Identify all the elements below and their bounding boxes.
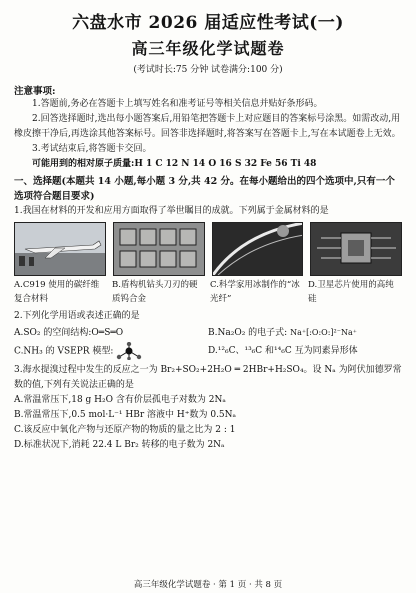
option-2b <box>208 324 402 342</box>
exam-duration-score: (考试时长:75 分钟 试卷满分:100 分) <box>133 65 283 75</box>
na2o2-electron-formula: Na⁺[:O:O:]²⁻Na⁺ <box>290 328 357 337</box>
page-footer: 高三年级化学试题卷 · 第 1 页 · 共 8 页 <box>133 580 283 590</box>
vsepr-model-icon <box>116 342 142 360</box>
chip-photo <box>310 222 402 276</box>
question-1-options <box>14 278 402 306</box>
airplane-photo <box>14 222 106 276</box>
question-1-images <box>14 222 402 276</box>
section-heading: 一、选择题(本题共 14 小题,每小题 3 分,共 42 分。在每小题给出的四个选项中,只有一个选项符合题目要求) <box>14 176 395 202</box>
question-2-row-2 <box>14 342 402 361</box>
atomic-masses: 可能用到的相对原子质量:H 1 C 12 N 14 O 16 S 32 Fe 56 Ti 48 <box>32 159 317 169</box>
notice-item-1: 1.答题前,务必在答题卡上填写姓名和准考证号等相关信息并贴好条形码。 <box>32 99 323 109</box>
question-3-stem: 3.海水提溴过程中发生的反应之一为 Br₂+SO₂+2H₂O ═ 2HBr+H₂SO₄。设 Nₐ 为阿伏加德罗常数的值,下列有关说法正确的是 <box>14 364 402 390</box>
option-1d: D.卫星芯片使用的高纯硅 <box>308 280 394 304</box>
exam-subject-title: 高三年级化学试题卷 <box>131 39 285 58</box>
option-2c-label: C.NH₃ 的 VSEPR 模型: <box>14 346 114 357</box>
option-2b-label: B.Na₂O₂ 的电子式: <box>208 328 288 338</box>
option-1b: B.盾构机钻头刀刃的硬质钨合金 <box>112 280 198 304</box>
exam-title: 六盘水市 2026 届适应性考试(一) <box>72 13 344 33</box>
option-2d: D.¹²₆C、¹³₆C 和¹⁴₆C 互为同素异形体 <box>208 346 358 356</box>
question-2-stem: 2.下列化学用语或表述正确的是 <box>14 311 140 321</box>
option-3a: A.常温常压下,18 g H₂O 含有价层孤电子对数为 2Nₐ <box>14 394 226 405</box>
notice-item-2: 2.回答选择题时,选出每小题答案后,用铅笔把答题卡上对应题目的答案标号涂黑。如需改动,用橡皮擦干净后,再选涂其他答案标号。回答非选择题时,将答案写在答题卡上,写在本试题卷上无效。 <box>14 114 401 139</box>
question-1-stem: 1.我国在材料的开发和应用方面取得了举世瞩目的成就。下列属于金属材料的是 <box>14 206 329 216</box>
notice-item-3: 3.考试结束后,将答题卡交回。 <box>32 144 152 154</box>
option-3b: B.常温常压下,0.5 mol·L⁻¹ HBr 溶液中 H⁺数为 0.5Nₐ <box>14 409 237 420</box>
notice-heading: 注意事项: <box>14 86 56 97</box>
option-3d: D.标准状况下,消耗 22.4 L Br₂ 转移的电子数为 2Nₐ <box>14 439 225 450</box>
option-1c: C.科学家用冰制作的“冰光纤” <box>210 280 300 304</box>
option-1a: A.C919 使用的碳纤维复合材料 <box>14 280 100 304</box>
question-2-row-1 <box>14 324 402 342</box>
drill-bit-photo <box>113 222 205 276</box>
option-3c: C.该反应中氧化产物与还原产物的物质的量之比为 2 : 1 <box>14 424 236 435</box>
option-2c <box>14 342 208 361</box>
ice-fiber-photo <box>212 222 304 276</box>
option-2a: A.SO₂ 的空间结构:O═S═O <box>14 328 124 338</box>
